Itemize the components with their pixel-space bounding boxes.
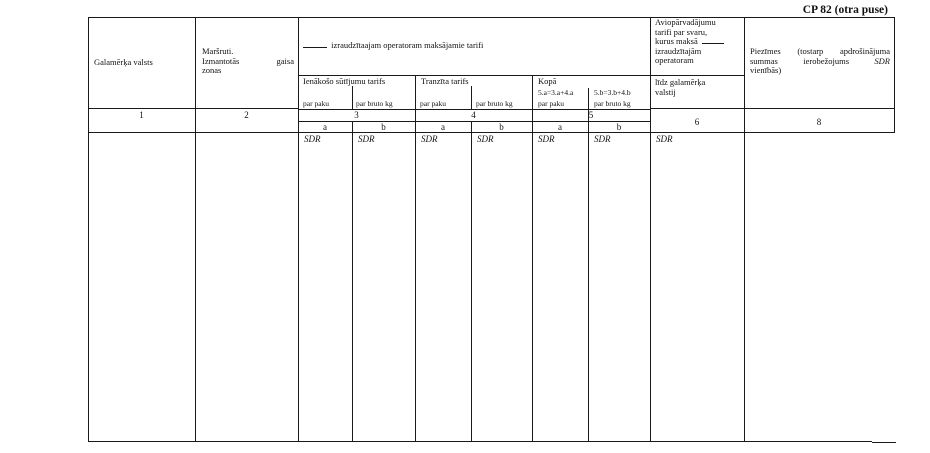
blank-operator-line-2: [702, 37, 724, 44]
header-air-line2: tarifi par svaru,: [655, 26, 708, 37]
sub-letter-5b: b: [616, 122, 622, 132]
header-transit-tariff: Tranzīta tarifs: [421, 76, 469, 86]
unit-sdr-3a: SDR: [304, 134, 321, 144]
header-bottom-border: [88, 132, 894, 133]
sub-letter-5a: a: [558, 122, 562, 132]
header-inbound-tariff: Ienākošo sūtījumu tarifs: [303, 76, 386, 86]
header-air-line3-text: kurus maksā: [655, 36, 698, 46]
table-top-border: [88, 17, 894, 18]
header-destination-country: Galamērķa valsts: [94, 57, 153, 67]
header-to-destination: [655, 78, 743, 97]
col6-header-divider: [650, 75, 744, 76]
header-notes-word1: Piezīmes: [750, 46, 781, 56]
column-number-3: 3: [354, 110, 359, 120]
sub-letter-3a: a: [323, 122, 327, 132]
blank-operator-line: [303, 41, 327, 48]
header-air-line4: izraudzītajām: [655, 45, 702, 56]
header-notes-word6: SDR: [874, 55, 890, 66]
sub-letter-4b: b: [499, 122, 504, 132]
col-divider-4a-4b: [471, 121, 472, 442]
header-tariffs-group-text: izraudzītaajam operatoram maksājamie tarifi: [331, 40, 484, 50]
sub-letter-3b: b: [381, 122, 386, 132]
unit-sdr-5b: SDR: [594, 134, 611, 144]
header-routes-line1: Maršruti.: [202, 46, 234, 56]
header-air-line1: Aviopārvadājumu: [655, 17, 716, 27]
unit-sdr-4b: SDR: [477, 134, 494, 144]
col-divider-5a-5b: [588, 88, 589, 442]
col-divider-4a-4b-header: [471, 86, 472, 109]
header-notes-word5: ierobežojums: [803, 55, 850, 66]
col-divider-6-8: [744, 17, 745, 442]
table-right-border: [894, 17, 895, 133]
sub-letter-4a: a: [441, 122, 445, 132]
header-4b-per-gross-kg: par bruto kg: [476, 99, 513, 108]
header-3a-per-parcel: par paku: [303, 99, 330, 108]
table-bottom-border: [88, 441, 872, 442]
header-notes-word4: summas: [750, 55, 778, 66]
header-to-destination-line1: līdz galamērķa: [655, 77, 706, 87]
col-divider-3a-3b-header: [352, 86, 353, 109]
column-number-1: 1: [139, 110, 144, 120]
header-air-line5: operatoram: [655, 55, 694, 65]
header-total-formula-b: 5.b=3.b+4.b: [594, 88, 631, 97]
unit-sdr-4a: SDR: [421, 134, 438, 144]
header-routes-air: gaisa: [276, 55, 294, 66]
number-row-border: [88, 108, 298, 109]
column-number-5: 5: [588, 110, 594, 120]
header-4a-per-parcel: par paku: [420, 99, 447, 108]
header-routes: [202, 47, 294, 76]
header-5b-per-gross-kg: par bruto kg: [594, 99, 631, 108]
col-divider-1-2: [195, 17, 196, 442]
header-routes-line3: zonas: [202, 65, 222, 75]
column-number-2: 2: [244, 110, 249, 120]
unit-sdr-6: SDR: [656, 134, 673, 144]
column-number-4: 4: [471, 110, 476, 120]
table-bottom-border-tail: [872, 442, 896, 443]
header-3b-per-gross-kg: par bruto kg: [356, 99, 393, 108]
column-number-6: 6: [694, 117, 700, 127]
col-divider-5-6: [650, 17, 651, 442]
header-air-conveyance-rates: [655, 18, 743, 66]
column-number-8: 8: [816, 117, 822, 127]
unit-sdr-5a: SDR: [538, 134, 555, 144]
header-total-formula-a: 5.a=3.a+4.a: [538, 88, 574, 97]
header-tariffs-group: [303, 41, 648, 51]
header-to-destination-line2: valstij: [655, 86, 676, 97]
col-divider-2-3: [298, 17, 299, 442]
col-divider-3a-3b: [352, 121, 353, 442]
header-notes-line3: vienībās): [750, 65, 782, 75]
header-notes-word2: (tostarp: [797, 46, 824, 56]
header-notes: [750, 47, 890, 76]
header-total: Kopā: [538, 76, 557, 86]
header-5a-per-parcel: par paku: [538, 99, 565, 108]
unit-sdr-3b: SDR: [358, 134, 375, 144]
header-routes-used: Izmantotās: [202, 55, 240, 66]
table-left-border: [88, 17, 89, 442]
header-notes-word3: apdrošinājuma: [839, 46, 890, 56]
form-code: CP 82 (otra puse): [802, 4, 888, 16]
number-row-border-right: [650, 108, 894, 109]
